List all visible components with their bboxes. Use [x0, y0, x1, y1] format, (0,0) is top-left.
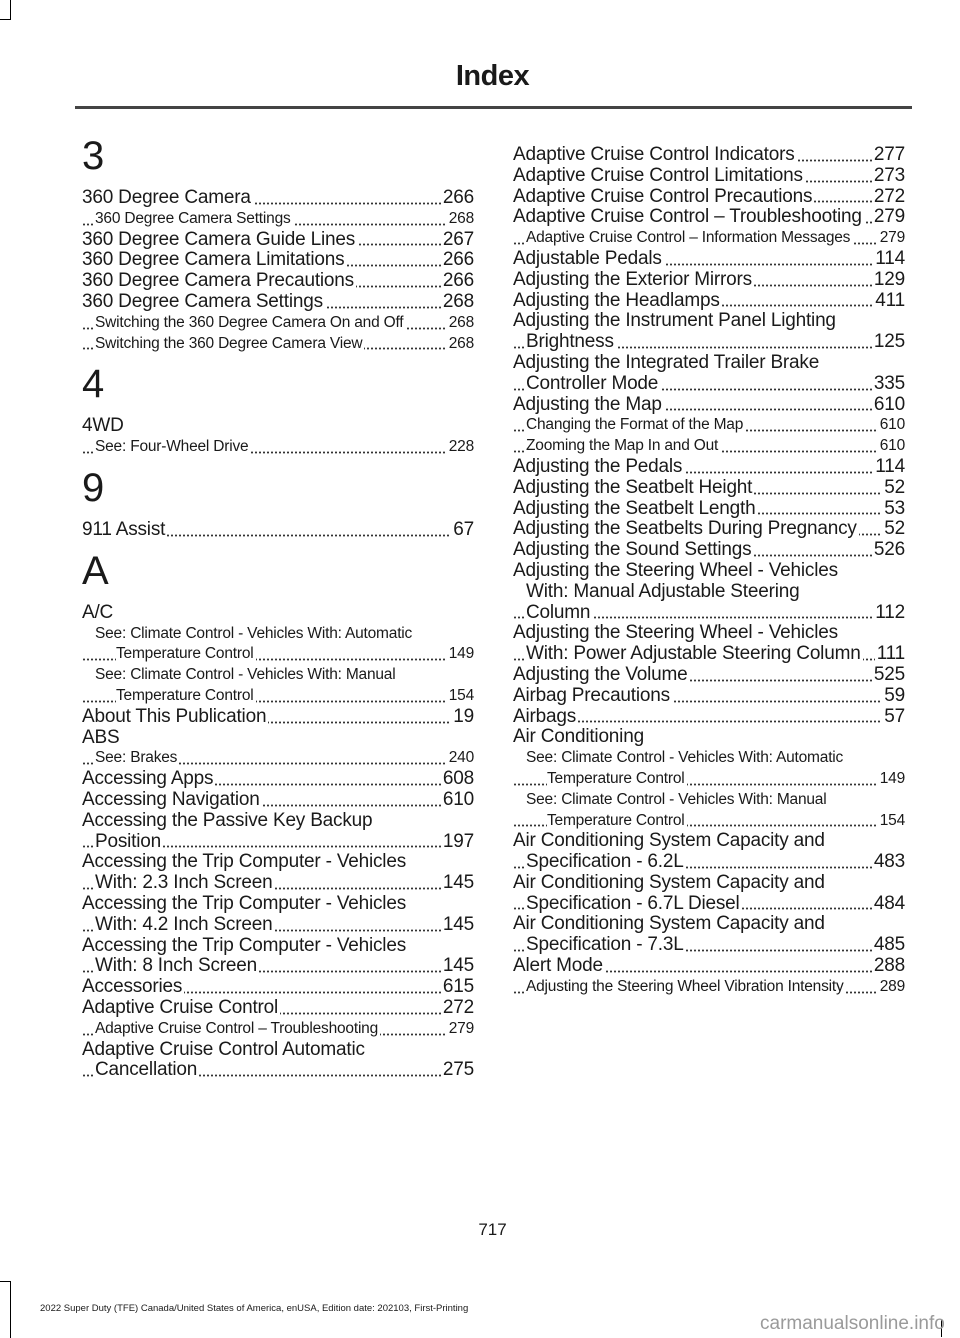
- entry-label: 360 Degree Camera: [82, 188, 251, 208]
- entry-page-number[interactable]: 112: [875, 601, 905, 623]
- entry-label: See: Four-Wheel Drive: [95, 438, 249, 456]
- entry-page-number[interactable]: 266: [442, 188, 474, 208]
- index-subentry[interactable]: [513, 436, 905, 457]
- entry-label: Zooming the Map In and Out: [526, 437, 719, 455]
- entry-page-number[interactable]: 525: [873, 664, 905, 685]
- entry-page-number[interactable]: 129: [873, 269, 905, 290]
- entry-page-number[interactable]: 125: [873, 331, 905, 353]
- entry-page-number[interactable]: 411: [875, 290, 905, 311]
- entry-label: Accessing the Passive Key Backup Position: [82, 810, 373, 852]
- entry-page-number[interactable]: 145: [442, 913, 474, 935]
- entry-label: Adjustable Pedals: [513, 248, 662, 269]
- entry-label: Adjusting the Steering Wheel - Vehicles With: Power Adjustable Steering Column: [513, 623, 861, 665]
- index-section: [82, 549, 474, 1081]
- index-section: [82, 134, 474, 354]
- section-letter: A: [82, 548, 109, 593]
- entry-page-number[interactable]: 485: [873, 934, 905, 956]
- entry-page-number[interactable]: 266: [442, 271, 474, 292]
- entry-label: Accessing Apps: [82, 769, 214, 790]
- entry-label: 4WD: [82, 416, 124, 437]
- entry-page-number[interactable]: 610: [873, 394, 905, 415]
- entry-page-number[interactable]: 484: [873, 892, 905, 914]
- entry-label: Switching the 360 Degree Camera On and Off: [95, 313, 404, 331]
- entry-page-number[interactable]: 272: [873, 186, 905, 207]
- entry-label: Adjusting the Volume: [513, 664, 688, 685]
- entry-label: Alert Mode: [513, 956, 603, 977]
- entry-label: Adjusting the Exterior Mirrors: [513, 269, 752, 290]
- index-entry[interactable]: [82, 1040, 474, 1082]
- entry-page-number[interactable]: 526: [873, 540, 905, 561]
- index-entry[interactable]: [82, 188, 474, 209]
- entry-label: Adjusting the Map: [513, 394, 662, 415]
- entry-label: Air Conditioning: [513, 727, 644, 748]
- section-letter: 3: [82, 134, 105, 178]
- entry-label: 360 Degree Camera Guide Lines: [82, 229, 356, 250]
- index-entry[interactable]: [513, 519, 905, 540]
- entry-page-number[interactable]: 111: [876, 643, 905, 665]
- entry-page-number[interactable]: 275: [442, 1059, 474, 1081]
- entry-page-number[interactable]: 277: [873, 145, 905, 165]
- entry-page-number[interactable]: 154: [878, 811, 905, 832]
- crop-mark-top-left: [0, 0, 11, 20]
- index-entry[interactable]: [513, 727, 905, 748]
- entry-label: Adjusting the Steering Wheel Vibration Intensity: [526, 977, 844, 995]
- index-entry[interactable]: [513, 166, 905, 187]
- entry-page-number[interactable]: 149: [447, 644, 474, 665]
- index-entry[interactable]: [513, 561, 905, 623]
- index-entry[interactable]: [513, 187, 905, 208]
- entry-label: Adaptive Cruise Control Indicators: [513, 145, 795, 165]
- header-divider: [75, 106, 912, 109]
- index-entry[interactable]: [82, 977, 474, 998]
- index-entry[interactable]: [82, 250, 474, 271]
- entry-page-number[interactable]: 268: [447, 313, 474, 334]
- index-entry[interactable]: [513, 831, 905, 873]
- entry-page-number[interactable]: 53: [884, 498, 905, 519]
- entry-label: Accessing the Trip Computer - Vehicles With: 4.2 Inch Screen: [82, 893, 406, 935]
- index-entry[interactable]: [513, 686, 905, 707]
- entry-label: See: Brakes: [95, 749, 178, 767]
- index-entry[interactable]: [513, 207, 905, 228]
- entry-page-number[interactable]: 610: [442, 789, 474, 810]
- index-entry[interactable]: [513, 249, 905, 270]
- entry-label: ABS: [82, 727, 120, 748]
- index-entry[interactable]: [513, 291, 905, 312]
- entry-label: About This Publication: [82, 706, 267, 727]
- entry-page-number[interactable]: 279: [878, 228, 905, 249]
- index-entry[interactable]: [82, 728, 474, 749]
- footer-edition-text: 2022 Super Duty (TFE) Canada/United States of America, enUSA, Edition date: 202103, First-Printing: [40, 1303, 469, 1314]
- index-entry[interactable]: [513, 499, 905, 520]
- entry-page-number[interactable]: 268: [447, 334, 474, 355]
- entry-label: Accessing the Trip Computer - Vehicles With: 8 Inch Screen: [82, 935, 406, 977]
- page-number: 717: [478, 1220, 507, 1239]
- entry-label: 911 Assist: [82, 519, 166, 540]
- entry-page-number[interactable]: 145: [442, 955, 474, 977]
- index-entry[interactable]: [513, 540, 905, 561]
- index-subentry[interactable]: [82, 313, 474, 334]
- index-subentry[interactable]: [82, 334, 474, 355]
- index-entry[interactable]: [513, 478, 905, 499]
- index-entry[interactable]: [513, 395, 905, 416]
- index-entry[interactable]: [513, 457, 905, 478]
- index-subentry[interactable]: [82, 665, 474, 707]
- entry-page-number[interactable]: 114: [875, 248, 905, 269]
- index-entry[interactable]: [82, 707, 474, 728]
- index-entry[interactable]: [82, 230, 474, 251]
- index-entry[interactable]: [513, 145, 905, 166]
- index-entry[interactable]: [82, 790, 474, 811]
- index-entry[interactable]: [82, 811, 474, 853]
- entry-label: Adjusting the Integrated Trailer Brake Controller Mode: [513, 352, 820, 394]
- entry-label: Accessing Navigation: [82, 789, 260, 810]
- index-entry[interactable]: [513, 623, 905, 665]
- index-entry[interactable]: [82, 852, 474, 894]
- entry-label: Adaptive Cruise Control – Information Messages: [526, 229, 851, 247]
- entry-label: Adjusting the Seatbelt Length: [513, 498, 756, 519]
- entry-page-number[interactable]: 154: [447, 686, 474, 707]
- entry-page-number[interactable]: 610: [878, 436, 905, 457]
- entry-page-number[interactable]: 288: [873, 956, 905, 977]
- watermark: carmanualsonline.info: [760, 1313, 945, 1334]
- entry-label: Adjusting the Headlamps: [513, 290, 720, 311]
- index-column-left: [82, 134, 474, 1089]
- index-entry[interactable]: [82, 769, 474, 790]
- entry-label: Adaptive Cruise Control: [82, 997, 279, 1018]
- entry-label: Air Conditioning System Capacity and Specification - 6.2L: [513, 831, 825, 873]
- entry-label: See: Climate Control - Vehicles With: Manual Temperature Control: [95, 666, 396, 704]
- index-subentry[interactable]: [82, 437, 474, 458]
- index-entry[interactable]: [513, 270, 905, 291]
- entry-label: Airbags: [513, 706, 577, 727]
- entry-label: Adjusting the Instrument Panel Lighting Brightness: [513, 311, 836, 353]
- entry-label: See: Climate Control - Vehicles With: Automatic Temperature Control: [95, 624, 413, 663]
- index-subentry[interactable]: [82, 624, 474, 666]
- index-entry[interactable]: [82, 520, 474, 541]
- entry-page-number[interactable]: 610: [878, 415, 905, 436]
- index-entry[interactable]: [513, 311, 905, 353]
- entry-label: 360 Degree Camera Settings: [82, 291, 323, 312]
- index-entry[interactable]: [513, 707, 905, 728]
- entry-page-number[interactable]: 268: [442, 291, 474, 312]
- entry-label: Airbag Precautions: [513, 685, 670, 706]
- entry-label: Air Conditioning System Capacity and Specification - 7.3L: [513, 914, 825, 956]
- entry-page-number[interactable]: 289: [878, 977, 905, 998]
- index-subentry[interactable]: [82, 209, 474, 230]
- entry-page-number[interactable]: 268: [447, 209, 474, 230]
- entry-page-number[interactable]: 266: [442, 250, 474, 271]
- entry-page-number[interactable]: 67: [453, 519, 474, 540]
- index-subentry[interactable]: [513, 977, 905, 998]
- entry-page-number[interactable]: 608: [442, 769, 474, 790]
- index-entry[interactable]: [513, 873, 905, 915]
- index-entry[interactable]: [82, 894, 474, 936]
- entry-label: Changing the Format of the Map: [526, 416, 744, 434]
- entry-page-number[interactable]: 240: [447, 748, 474, 769]
- entry-label: Adaptive Cruise Control – Troubleshooting: [513, 207, 862, 228]
- entry-page-number[interactable]: 52: [884, 519, 905, 540]
- entry-label: 360 Degree Camera Settings: [95, 209, 291, 227]
- entry-label: Adaptive Cruise Control – Troubleshooting: [95, 1019, 379, 1037]
- page-title: Index: [455, 60, 530, 92]
- entry-label: Accessories: [82, 977, 183, 998]
- crop-mark-bottom-left: [0, 1281, 11, 1338]
- index-column-right: [513, 145, 905, 1006]
- section-letter: 4: [82, 362, 105, 407]
- entry-label: A/C: [82, 602, 114, 623]
- entry-label: See: Climate Control - Vehicles With: Manual Temperature Control: [526, 790, 827, 829]
- entry-label: Adaptive Cruise Control Limitations: [513, 165, 803, 186]
- index-section: [82, 466, 474, 541]
- entry-label: Adjusting the Sound Settings: [513, 540, 752, 561]
- entry-label: Air Conditioning System Capacity and Specification - 6.7L Diesel: [513, 872, 825, 914]
- index-entry[interactable]: [513, 956, 905, 977]
- entry-page-number[interactable]: 114: [875, 456, 905, 477]
- entry-label: Adaptive Cruise Control Automatic Cancellation: [82, 1039, 365, 1081]
- entry-label: Switching the 360 Degree Camera View: [95, 334, 363, 352]
- entry-page-number[interactable]: 273: [873, 165, 905, 186]
- entry-label: Adjusting the Steering Wheel - Vehicles With: Manual Adjustable Steering Column: [513, 560, 838, 623]
- entry-page-number[interactable]: 267: [442, 229, 474, 250]
- entry-label: Adjusting the Seatbelt Height: [513, 477, 753, 498]
- index-entry[interactable]: [82, 936, 474, 978]
- entry-label: 360 Degree Camera Limitations: [82, 250, 345, 271]
- index-section: [82, 362, 474, 458]
- index-subentry[interactable]: [82, 1019, 474, 1040]
- entry-page-number[interactable]: 59: [884, 685, 905, 706]
- index-entry[interactable]: [82, 292, 474, 313]
- entry-page-number[interactable]: 615: [442, 977, 474, 998]
- entry-page-number[interactable]: 145: [442, 872, 474, 894]
- entry-page-number[interactable]: 19: [453, 706, 474, 727]
- index-subentry[interactable]: [513, 228, 905, 249]
- index-entry[interactable]: [513, 665, 905, 686]
- index-subentry[interactable]: [513, 790, 905, 832]
- entry-page-number[interactable]: 228: [447, 437, 474, 458]
- entry-page-number[interactable]: 52: [884, 477, 905, 498]
- section-letter: 9: [82, 465, 105, 510]
- index-entry[interactable]: [82, 416, 474, 437]
- entry-page-number[interactable]: 279: [873, 207, 905, 228]
- entry-label: Adjusting the Pedals: [513, 456, 683, 477]
- entry-label: Adjusting the Seatbelts During Pregnancy: [513, 519, 857, 540]
- entry-label: See: Climate Control - Vehicles With: Automatic Temperature Control: [526, 749, 844, 787]
- index-entry[interactable]: [513, 353, 905, 395]
- entry-page-number[interactable]: 335: [873, 372, 905, 394]
- entry-page-number[interactable]: 483: [873, 851, 905, 873]
- entry-label: Accessing the Trip Computer - Vehicles With: 2.3 Inch Screen: [82, 852, 406, 894]
- index-entry[interactable]: [82, 998, 474, 1019]
- entry-page-number[interactable]: 57: [884, 706, 905, 727]
- entry-label: 360 Degree Camera Precautions: [82, 271, 354, 292]
- entry-label: Adaptive Cruise Control Precautions: [513, 186, 813, 207]
- index-entry[interactable]: [513, 914, 905, 956]
- entry-page-number[interactable]: 149: [878, 769, 905, 790]
- index-subentry[interactable]: [513, 415, 905, 436]
- entry-page-number[interactable]: 279: [447, 1019, 474, 1040]
- index-entry[interactable]: [82, 603, 474, 624]
- index-section: [513, 145, 905, 998]
- entry-page-number[interactable]: 272: [442, 997, 474, 1018]
- index-entry[interactable]: [82, 271, 474, 292]
- entry-page-number[interactable]: 197: [442, 830, 474, 852]
- index-subentry[interactable]: [82, 748, 474, 769]
- index-subentry[interactable]: [513, 748, 905, 790]
